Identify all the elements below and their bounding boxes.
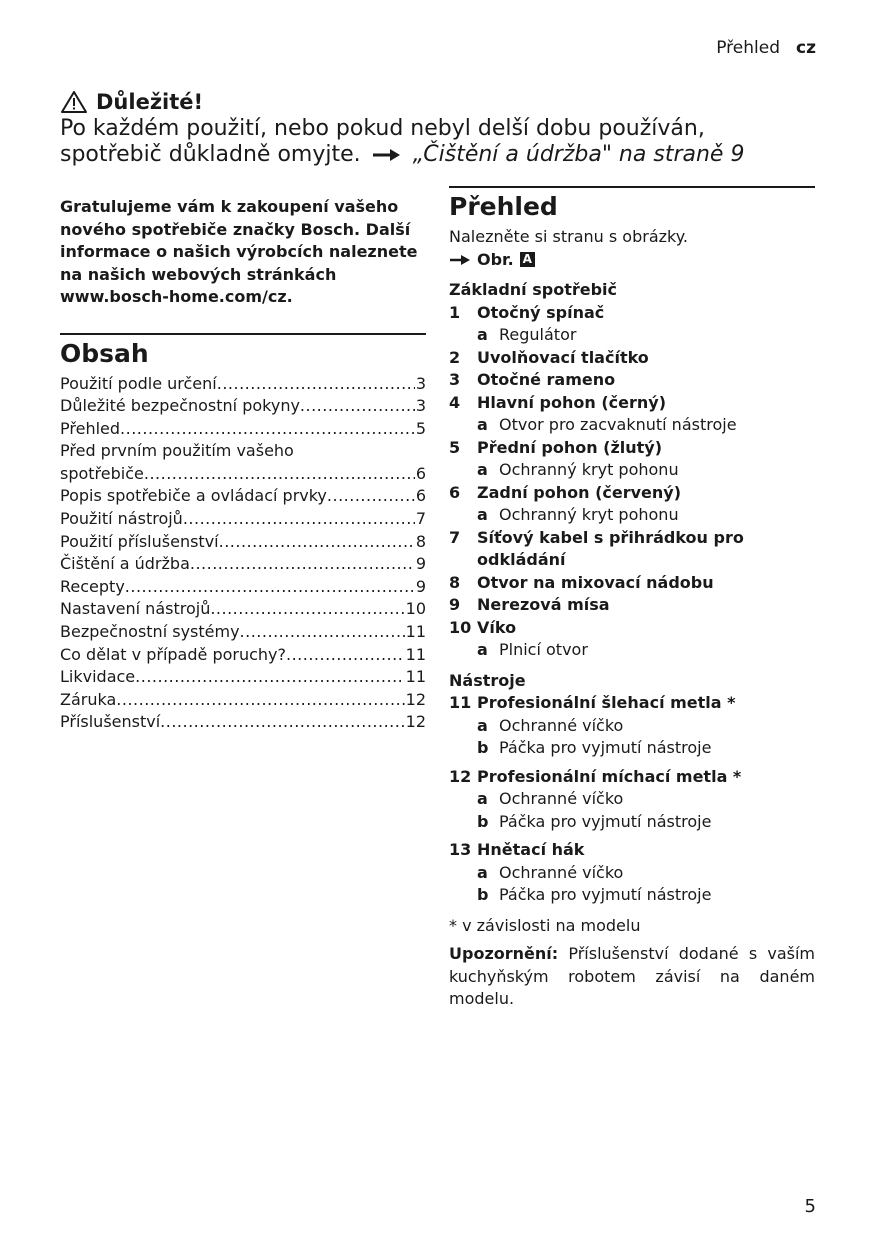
toc-entry-page: 10 xyxy=(405,599,426,619)
part-sub-item xyxy=(449,459,815,482)
part-label: Uvolňovací tlačítko xyxy=(477,347,649,367)
part-label: Profesionální míchací metla * xyxy=(477,766,742,786)
toc-entry-page: 3 xyxy=(415,396,426,416)
part-sub-label: Ochranný kryt pohonu xyxy=(499,460,679,479)
toc-entry-label-first: Před prvním použitím vašeho xyxy=(60,441,294,461)
overview-rule xyxy=(449,186,815,188)
part-sub-item xyxy=(449,862,815,885)
figure-letter-badge: A xyxy=(520,252,535,267)
part-sub-item xyxy=(449,639,815,662)
toc-entry-page: 12 xyxy=(405,689,426,709)
toc-entry-page: 3 xyxy=(415,373,426,393)
toc-entry[interactable] xyxy=(60,463,426,486)
warning-line1: Po každém použití, nebo pokud nebyl delší dobu používán, xyxy=(60,116,705,141)
part-sub-label: Otvor pro zacvaknutí nástroje xyxy=(499,415,737,434)
note-label: Upozornění: xyxy=(449,944,559,963)
toc-leader-dots xyxy=(183,508,415,531)
part-sub-item xyxy=(449,811,815,834)
toc-leader-dots xyxy=(286,644,405,667)
part-sub-item xyxy=(449,884,815,907)
part-label: Otvor na mixovací nádobu xyxy=(477,572,714,592)
toc-entry-page: 7 xyxy=(415,509,426,529)
part-sub-label: Ochranné víčko xyxy=(499,862,624,882)
note xyxy=(449,943,815,1011)
part-sub-label: Páčka pro vyjmutí nástroje xyxy=(499,738,712,757)
toc-entry[interactable] xyxy=(60,531,426,554)
left-column xyxy=(60,196,426,734)
part-number: 3 xyxy=(449,370,461,389)
toc-leader-dots xyxy=(135,666,405,689)
part-item xyxy=(449,572,815,595)
warning-box xyxy=(60,90,820,168)
part-label: Přední pohon (žlutý) xyxy=(477,437,663,457)
part-sub-letter: a xyxy=(477,715,488,735)
toc-entry-label: Bezpečnostní systémy xyxy=(60,622,240,642)
tools-title: Nástroje xyxy=(449,670,526,690)
warning-line2: spotřebič důkladně omyjte. xyxy=(60,142,361,167)
part-item xyxy=(449,347,815,370)
part-number: 8 xyxy=(449,572,461,592)
toc-entry-label: Důležité bezpečnostní pokyny xyxy=(60,396,300,416)
part-sub-label: Regulátor xyxy=(499,325,577,344)
toc-entry[interactable] xyxy=(60,485,426,508)
toc-entry-label: Použití příslušenství xyxy=(60,531,219,551)
part-item xyxy=(449,692,815,715)
part-label: Zadní pohon (červený) xyxy=(477,482,682,502)
toc-entry-label: Recepty xyxy=(60,576,125,596)
part-sub-letter: b xyxy=(477,738,489,757)
part-sub-label: Plnicí otvor xyxy=(499,640,588,659)
toc-entry[interactable] xyxy=(60,666,426,689)
toc-entry-page: 11 xyxy=(405,644,426,664)
part-item xyxy=(449,527,815,572)
toc-entry-label: Likvidace xyxy=(60,667,136,687)
part-label: Síťový kabel s přihrádkou pro odkládání xyxy=(477,527,744,569)
part-sub-item xyxy=(449,414,815,437)
toc-leader-dots xyxy=(160,711,404,734)
part-number: 12 xyxy=(449,766,472,786)
part-item xyxy=(449,392,815,415)
toc-entry-label: Záruka xyxy=(60,689,117,709)
toc-leader-dots xyxy=(300,395,415,418)
toc-entry-label: Popis spotřebiče a ovládací prvky xyxy=(60,486,327,506)
part-number: 4 xyxy=(449,392,461,412)
part-sub-label: Ochranný kryt pohonu xyxy=(499,505,679,524)
part-number: 11 xyxy=(449,693,472,712)
toc-entry[interactable] xyxy=(60,621,426,644)
warning-body xyxy=(60,116,820,168)
toc-entry[interactable] xyxy=(60,689,426,712)
arrow-right-icon xyxy=(372,148,402,162)
part-number: 5 xyxy=(449,437,461,457)
page-number: 5 xyxy=(804,1196,816,1217)
warning-title: Důležité! xyxy=(96,90,204,114)
toc-entry-line xyxy=(60,440,426,463)
part-label: Otočné rameno xyxy=(477,370,616,389)
part-label: Otočný spínač xyxy=(477,302,605,322)
part-item xyxy=(449,617,815,640)
part-item xyxy=(449,302,815,325)
part-item xyxy=(449,594,815,617)
part-number: 13 xyxy=(449,840,472,859)
running-header xyxy=(716,38,816,58)
toc-leader-dots xyxy=(116,689,404,712)
toc-entry-page: 11 xyxy=(405,622,426,642)
part-label: Víko xyxy=(477,617,517,637)
warning-ref[interactable]: „Čištění a údržba" na straně 9 xyxy=(412,142,745,167)
toc-leader-dots xyxy=(144,463,415,486)
header-section: Přehled xyxy=(716,38,781,58)
part-number: 10 xyxy=(449,617,472,637)
toc-leader-dots xyxy=(217,373,415,396)
part-number: 9 xyxy=(449,595,461,614)
part-sub-letter: a xyxy=(477,460,488,479)
parts-list xyxy=(449,302,815,662)
part-sub-label: Ochranné víčko xyxy=(499,715,624,735)
toc-leader-dots xyxy=(210,598,404,621)
toc-entry-label: Použití podle určení xyxy=(60,373,217,393)
part-sub-letter: a xyxy=(477,640,488,659)
toc-entry[interactable] xyxy=(60,395,426,418)
part-number: 7 xyxy=(449,527,461,547)
part-sub-label: Páčka pro vyjmutí nástroje xyxy=(499,811,712,831)
toc-entry-page: 12 xyxy=(405,712,426,732)
toc-entry-page: 6 xyxy=(415,463,426,483)
warning-title-row xyxy=(60,90,820,114)
part-number: 1 xyxy=(449,302,461,322)
toc-leader-dots xyxy=(240,621,405,644)
toc-leader-dots xyxy=(190,553,415,576)
part-number: 6 xyxy=(449,482,461,502)
warning-line2-row xyxy=(60,142,820,168)
toc-entry[interactable] xyxy=(60,508,426,531)
part-sub-letter: b xyxy=(477,885,489,904)
note-text: Příslušenství dodané s vaším kuchyňským robotem závisí na daném modelu. xyxy=(449,944,815,1008)
arrow-right-icon xyxy=(449,254,471,266)
toc-entry-label: spotřebiče xyxy=(60,463,144,483)
toc-leader-dots xyxy=(219,531,415,554)
part-sub-item xyxy=(449,788,815,811)
toc-entry-label: Co dělat v případě poruchy? xyxy=(60,644,286,664)
intro-text: Gratulujeme vám k zakoupení vašeho nového spotřebiče značky Bosch. Další informace o našich výrobcích naleznete na našich webových stránkách www.bosch-home.com/cz. xyxy=(60,197,418,306)
toc-leader-dots xyxy=(327,485,415,508)
footnote: * v závislosti na modelu xyxy=(449,915,641,935)
part-sub-label: Páčka pro vyjmutí nástroje xyxy=(499,885,712,904)
right-column xyxy=(449,186,815,1011)
toc-entry[interactable] xyxy=(60,644,426,667)
header-lang: cz xyxy=(796,38,816,58)
part-sub-letter: a xyxy=(477,325,488,344)
part-sub-letter: a xyxy=(477,789,488,808)
toc-entry[interactable] xyxy=(60,373,426,396)
toc-entry[interactable] xyxy=(60,711,426,734)
part-sub-letter: a xyxy=(477,505,488,524)
part-label: Hnětací hák xyxy=(477,840,585,859)
part-label: Hlavní pohon (černý) xyxy=(477,392,667,412)
part-sub-item xyxy=(449,324,815,347)
figure-ref-label: Obr. xyxy=(477,249,514,269)
toc-entry-label: Přehled xyxy=(60,418,121,438)
toc-entry[interactable] xyxy=(60,553,426,576)
basic-appliance-title: Základní spotřebič xyxy=(449,280,617,299)
toc-entry[interactable] xyxy=(60,418,426,441)
toc-entry[interactable] xyxy=(60,576,426,599)
toc-entry-label: Nastavení nástrojů xyxy=(60,599,211,619)
toc-rule xyxy=(60,333,426,335)
toc-entry-page: 6 xyxy=(415,486,426,506)
overview-title: Přehled xyxy=(449,192,558,221)
part-item xyxy=(449,369,815,392)
part-item xyxy=(449,766,815,789)
toc-entry-label: Použití nástrojů xyxy=(60,509,183,529)
toc-entry-page: 9 xyxy=(415,576,426,596)
warning-triangle-icon xyxy=(60,90,88,114)
part-sub-label: Ochranné víčko xyxy=(499,789,624,808)
toc-title: Obsah xyxy=(60,338,149,368)
toc-entry-label: Příslušenství xyxy=(60,712,161,732)
part-sub-item xyxy=(449,737,815,760)
part-sub-item xyxy=(449,504,815,527)
overview-intro: Nalezněte si stranu s obrázky. xyxy=(449,227,688,246)
part-sub-letter: a xyxy=(477,862,488,882)
toc-entry-page: 9 xyxy=(415,554,426,574)
part-item xyxy=(449,839,815,862)
toc-entry-page: 11 xyxy=(405,667,426,687)
toc-entry-page: 8 xyxy=(415,531,426,551)
toc-entry[interactable] xyxy=(60,598,426,621)
toc-entry-page: 5 xyxy=(415,418,426,438)
part-sub-item xyxy=(449,715,815,738)
part-label: Nerezová mísa xyxy=(477,595,610,614)
figure-ref[interactable] xyxy=(449,249,815,272)
toc-list xyxy=(60,373,426,735)
part-item xyxy=(449,482,815,505)
part-sub-letter: b xyxy=(477,811,489,831)
toc-entry-label: Čištění a údržba xyxy=(60,554,190,574)
part-label: Profesionální šlehací metla * xyxy=(477,693,736,712)
toc-leader-dots xyxy=(125,576,415,599)
tools-list xyxy=(449,692,815,907)
part-sub-letter: a xyxy=(477,415,488,434)
toc-leader-dots xyxy=(120,418,415,441)
part-item xyxy=(449,437,815,460)
part-number: 2 xyxy=(449,347,461,367)
